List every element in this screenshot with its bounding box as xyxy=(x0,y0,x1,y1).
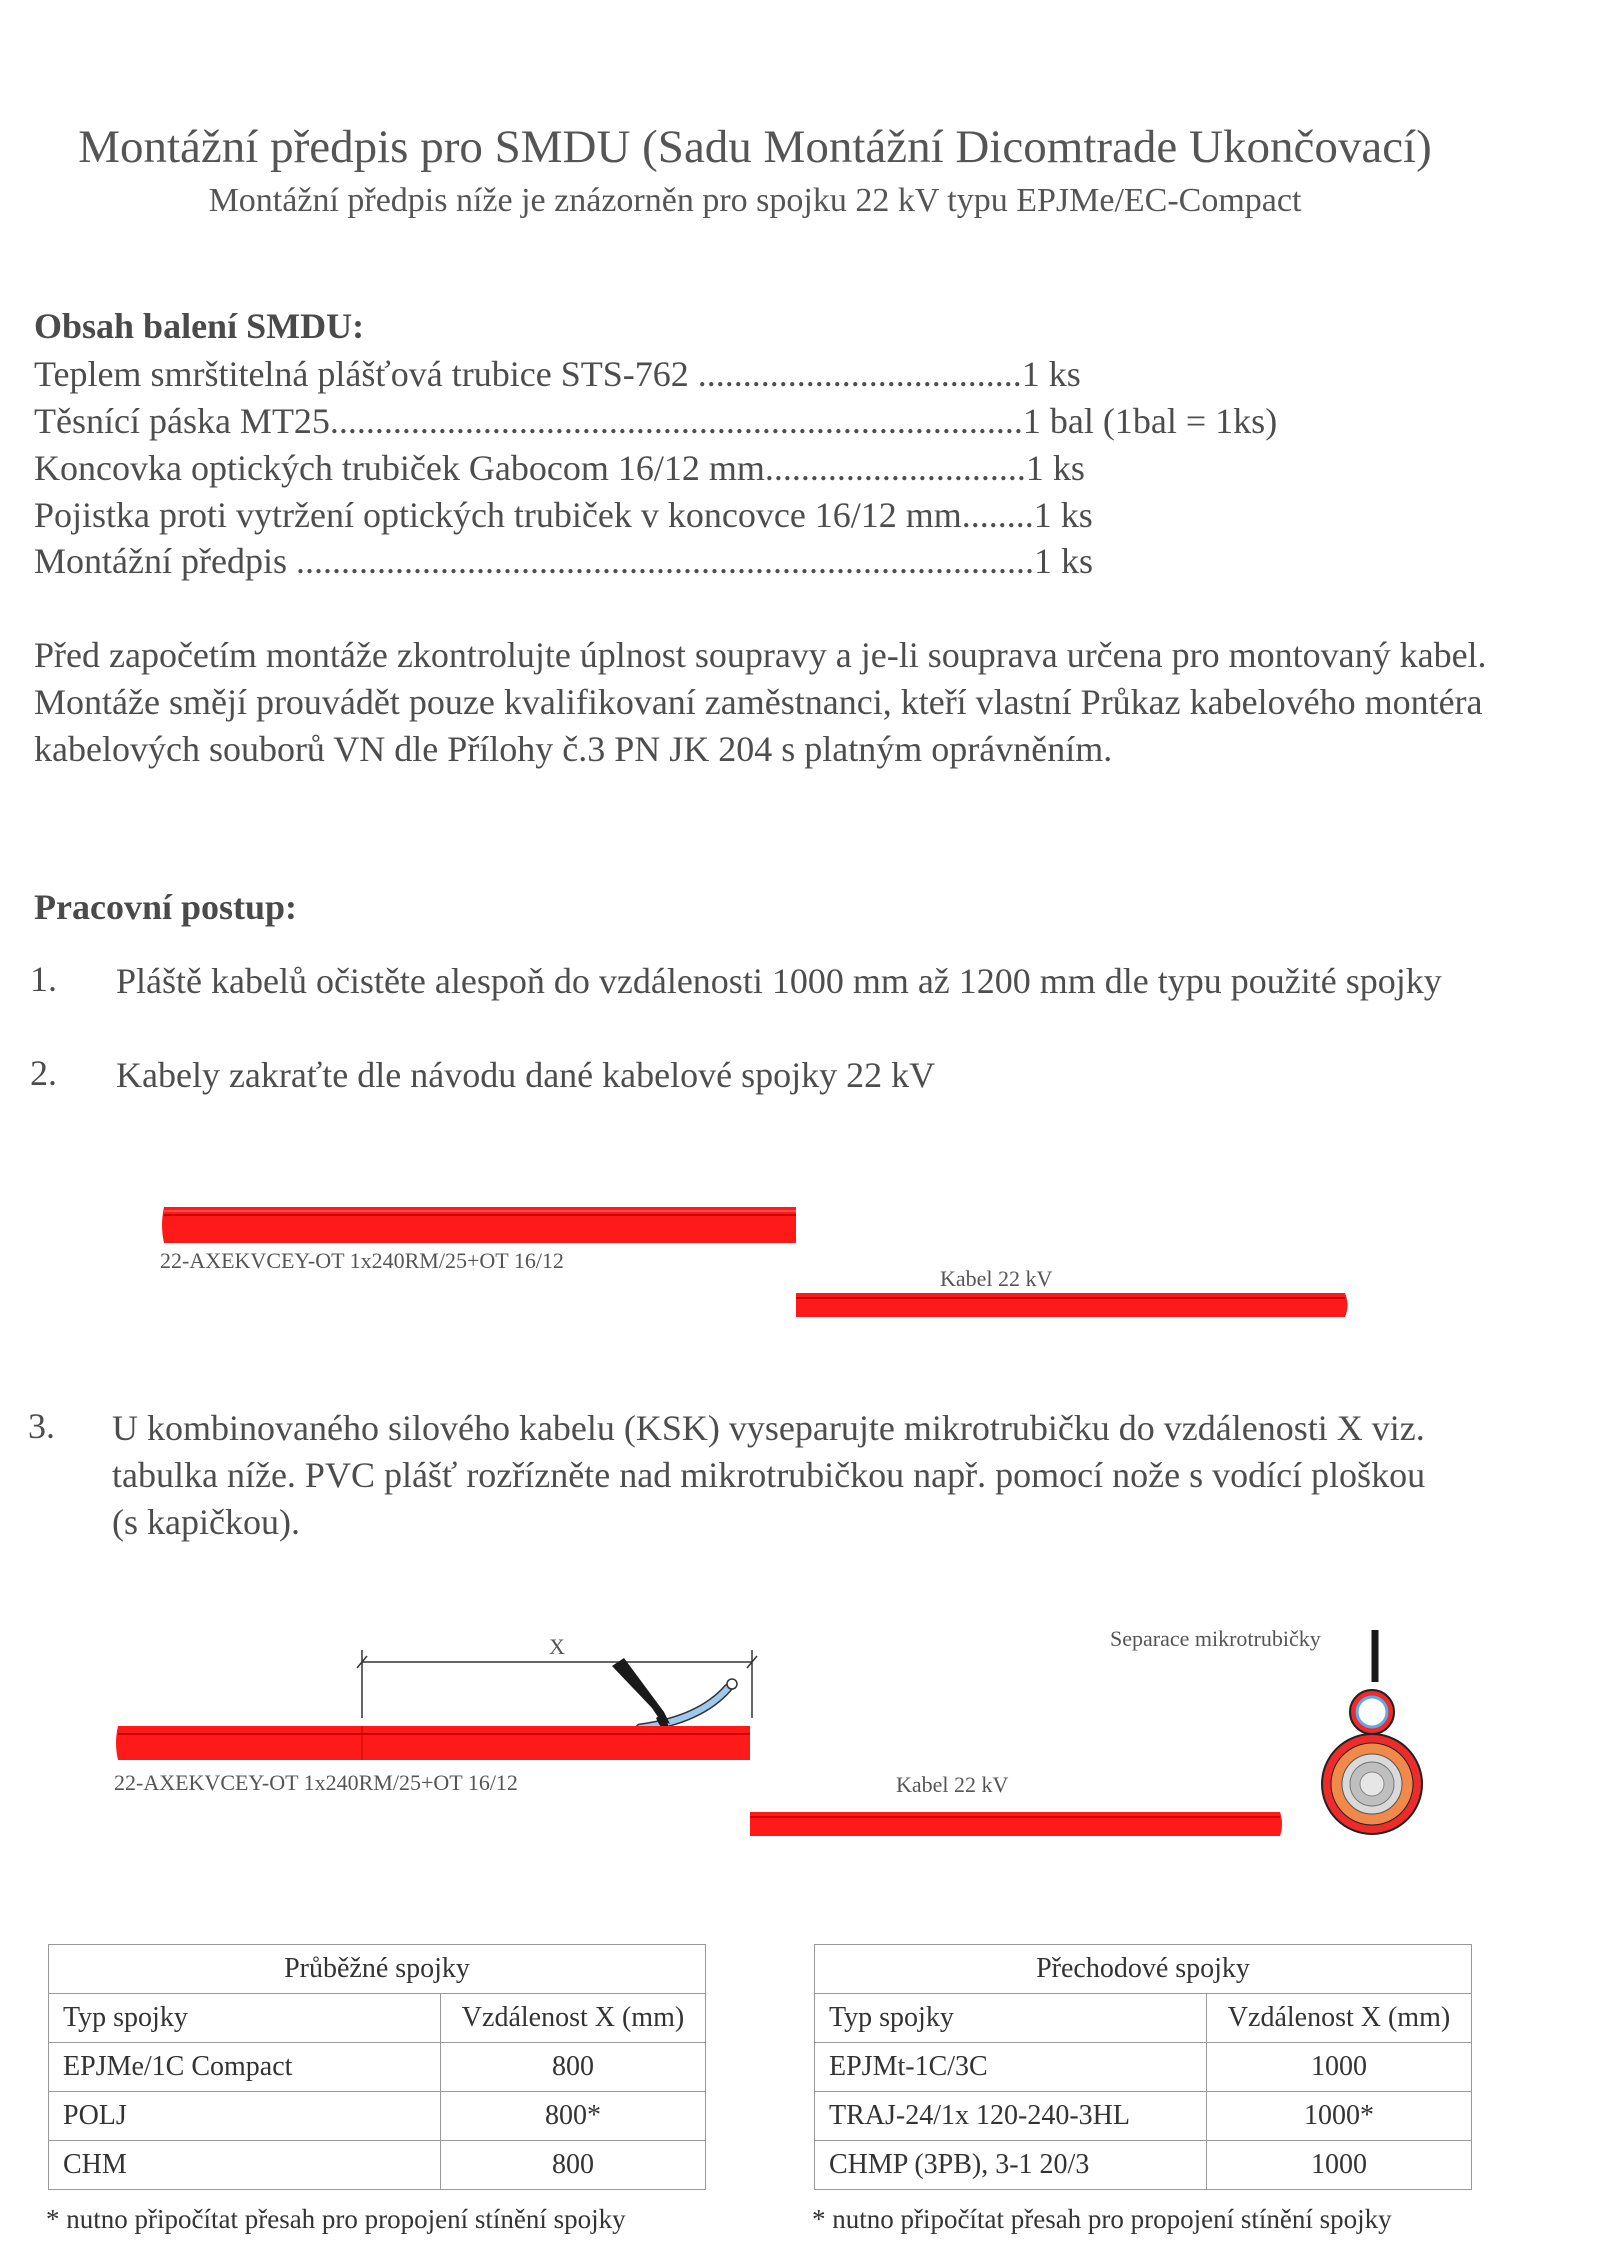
table-row xyxy=(815,2043,1472,2092)
page-title: Montážní předpis pro SMDU (Sadu Montážní Dicomtrade Ukončovací) xyxy=(78,121,1432,173)
table-row xyxy=(49,2141,706,2190)
table-row xyxy=(49,2043,706,2092)
notice-paragraph: Před započetím montáže zkontrolujte úplnost soupravy a je-li souprava určena pro montovaný kabel. Montáže smějí prouvádět pouze kvalifikovaní zaměstnanci, kteří vlastní Průkaz kabelového montéra kabelových souborů VN dle Přílohy č.3 PN JK 204 s platným oprávněním. xyxy=(34,635,1487,769)
cable-b xyxy=(796,1293,1348,1317)
table-row xyxy=(49,2092,706,2141)
table-header-row xyxy=(815,1994,1472,2043)
column-header: Vzdálenost X (mm) xyxy=(441,1994,706,2043)
step-number: 3. xyxy=(28,1406,55,1446)
table-note: * nutno připočítat přesah pro propojení stínění spojky xyxy=(812,2204,1392,2234)
table-row xyxy=(815,2092,1472,2141)
table-cell: 800 xyxy=(441,2141,706,2190)
table-cell: 800 xyxy=(441,2043,706,2092)
table-cell: 1000 xyxy=(1207,2141,1472,2190)
dimension-label: X xyxy=(549,1634,565,1659)
spec-table-transition xyxy=(814,1944,1472,2190)
step-text: U kombinovaného silového kabelu (KSK) vyseparujte mikrotrubičku do vzdálenosti X viz. tabulka níže. PVC plášť rozřízněte nad mikrotrubičkou např. pomocí nože s vodící ploškou (s kapičkou). xyxy=(112,1408,1426,1542)
table-title: Přechodové spojky xyxy=(815,1945,1472,1994)
contents-item: Montážní předpis ..................................................................................1 ks xyxy=(34,541,1093,581)
cable-b-label: Kabel 22 kV xyxy=(896,1772,1009,1797)
table-cell: CHMP (3PB), 3-1 20/3 xyxy=(815,2141,1207,2190)
contents-item: Těsnící páska MT25.............................................................................1 bal (1bal = 1ks) xyxy=(34,401,1278,441)
table-title: Průběžné spojky xyxy=(49,1945,706,1994)
cable-a-label: 22-AXEKVCEY-OT 1x240RM/25+OT 16/12 xyxy=(160,1248,564,1273)
contents-item: Pojistka proti vytržení optických trubiček v koncovce 16/12 mm........1 ks xyxy=(34,495,1093,535)
table-cell: CHM xyxy=(49,2141,441,2190)
cable-a-label: 22-AXEKVCEY-OT 1x240RM/25+OT 16/12 xyxy=(114,1770,518,1795)
cable-b-label: Kabel 22 kV xyxy=(940,1266,1053,1291)
procedure-heading: Pracovní postup: xyxy=(34,887,298,927)
table-cell: POLJ xyxy=(49,2092,441,2141)
contents-item: Koncovka optických trubiček Gabocom 16/12 mm.............................1 ks xyxy=(34,448,1085,488)
step-number: 1. xyxy=(30,959,57,999)
table-cell: EPJMt-1C/3C xyxy=(815,2043,1207,2092)
column-header: Typ spojky xyxy=(815,1994,1207,2043)
step-number: 2. xyxy=(30,1053,57,1093)
table-cell: TRAJ-24/1x 120-240-3HL xyxy=(815,2092,1207,2141)
cable-cross-section xyxy=(1322,1630,1422,1834)
table-cell: 800* xyxy=(441,2092,706,2141)
section-label: Separace mikrotrubičky xyxy=(1110,1626,1321,1651)
knife-icon xyxy=(612,1658,670,1734)
table-row xyxy=(815,2141,1472,2190)
step-text: Kabely zakraťte dle návodu dané kabelové spojky 22 kV xyxy=(116,1055,936,1095)
contents-heading: Obsah balení SMDU: xyxy=(34,306,365,346)
contents-item: Teplem smrštitelná plášťová trubice STS-762 ....................................1 ks xyxy=(34,354,1081,394)
cable-b xyxy=(750,1812,1282,1836)
table-cell: EPJMe/1C Compact xyxy=(49,2043,441,2092)
cable-figure-2 xyxy=(0,1600,1600,1860)
column-header: Vzdálenost X (mm) xyxy=(1207,1994,1472,2043)
cable-a xyxy=(162,1207,796,1243)
spec-table-through xyxy=(48,1944,706,2190)
cable-a xyxy=(116,1726,750,1760)
table-header-row xyxy=(49,1994,706,2043)
table-cell: 1000* xyxy=(1207,2092,1472,2141)
table-cell: 1000 xyxy=(1207,2043,1472,2092)
column-header: Typ spojky xyxy=(49,1994,441,2043)
page-subtitle: Montážní předpis níže je znázorněn pro spojku 22 kV typu EPJMe/EC-Compact xyxy=(208,182,1302,219)
step-text: Pláště kabelů očistěte alespoň do vzdálenosti 1000 mm až 1200 mm dle typu použité spojky xyxy=(116,961,1442,1001)
table-note: * nutno připočítat přesah pro propojení stínění spojky xyxy=(46,2204,626,2234)
